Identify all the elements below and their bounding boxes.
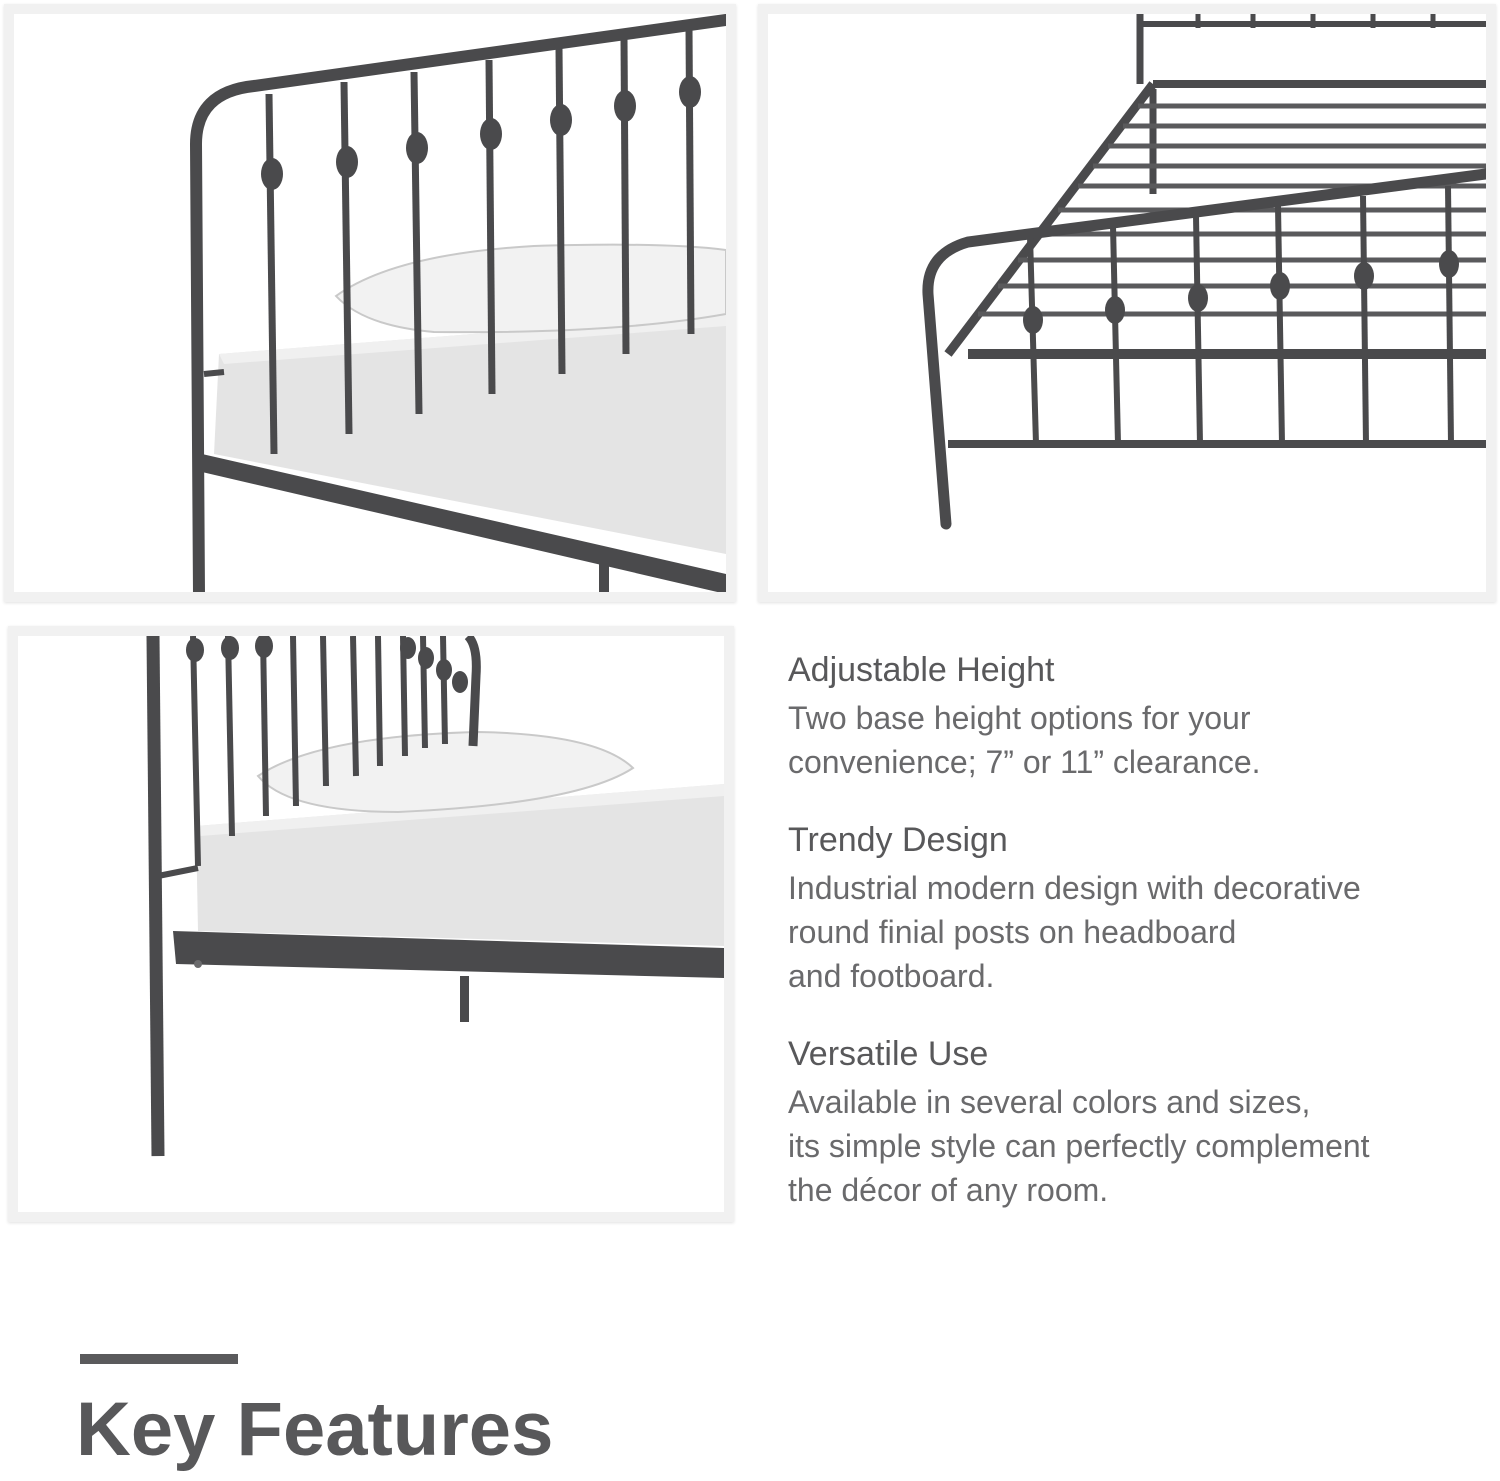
headboard-closeup-photo	[4, 4, 736, 602]
feature-list	[788, 648, 1478, 1246]
feature-description: Two base height options for your convenience; 7” or 11” clearance.	[788, 700, 1261, 780]
heading-accent-rule	[80, 1354, 238, 1364]
footboard-slats-photo	[758, 4, 1496, 602]
feature-description: Industrial modern design with decorative round finial posts on headboard and footboard.	[788, 870, 1361, 994]
feature-title: Trendy Design	[788, 821, 1008, 859]
feature-title: Versatile Use	[788, 1035, 989, 1073]
feature-trendy-design	[788, 818, 1478, 998]
bed-side-view-photo	[8, 626, 734, 1222]
key-features-heading: Key Features	[76, 1387, 554, 1472]
feature-title: Adjustable Height	[788, 651, 1055, 689]
feature-versatile-use	[788, 1032, 1478, 1212]
feature-description: Available in several colors and sizes, its simple style can perfectly complement the décor of any room.	[788, 1084, 1370, 1208]
feature-adjustable-height	[788, 648, 1478, 784]
